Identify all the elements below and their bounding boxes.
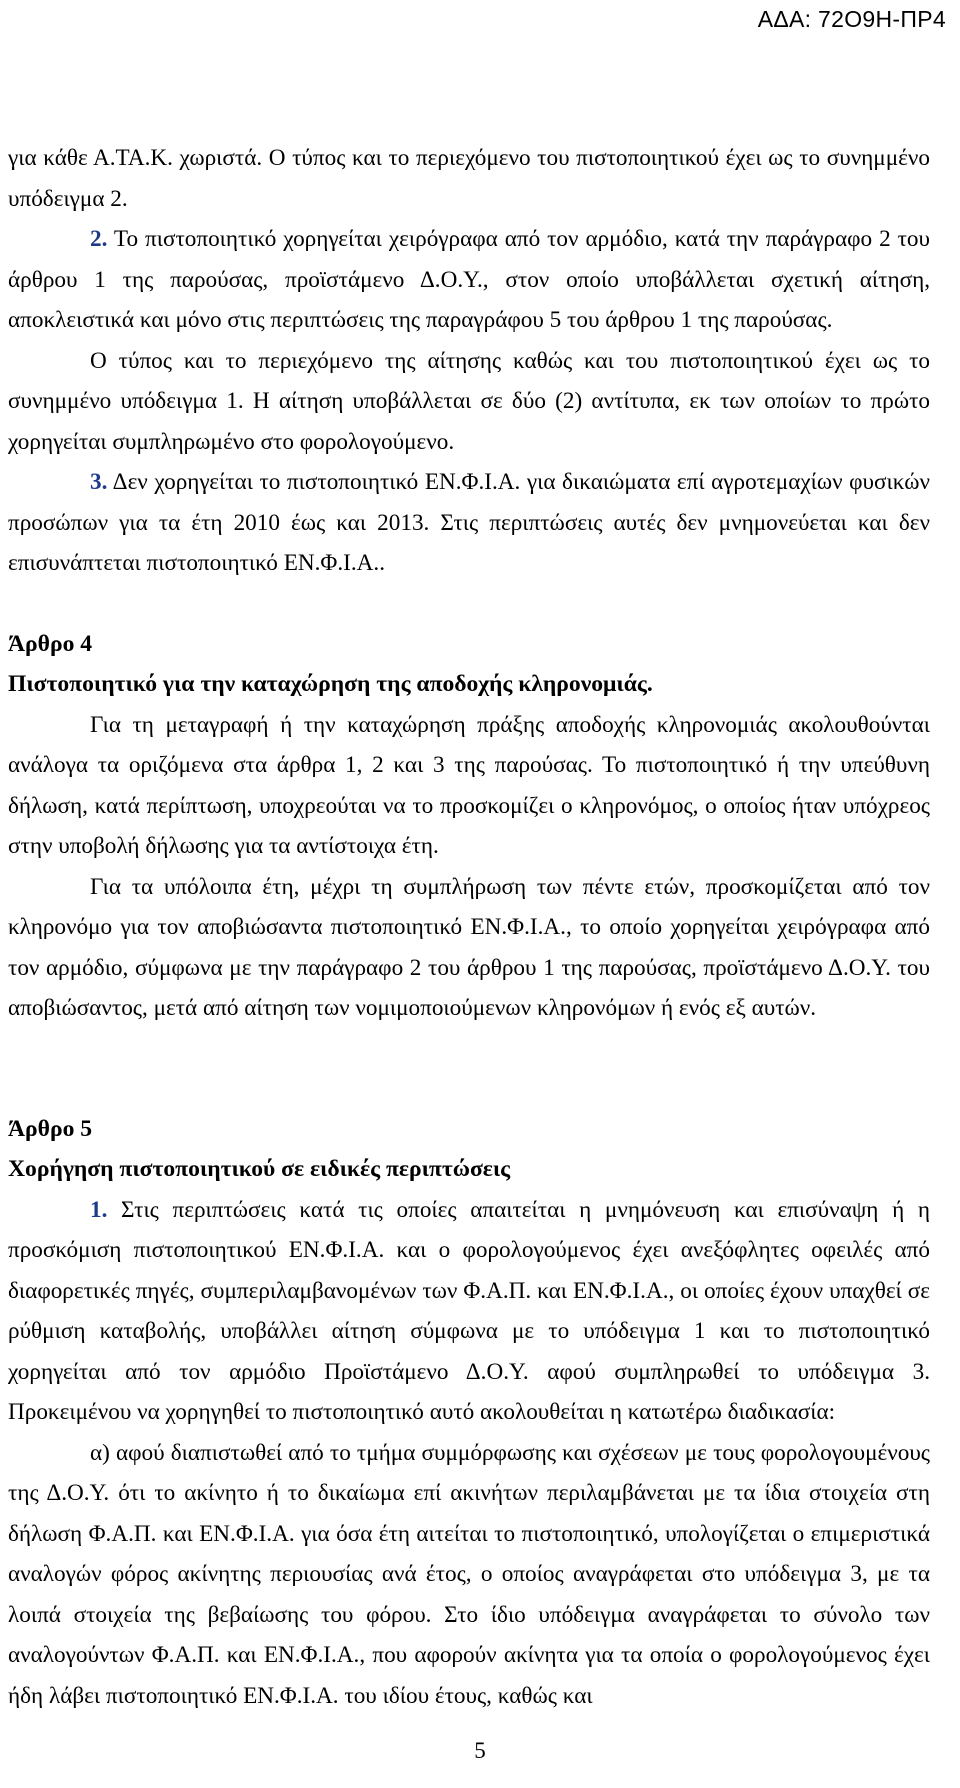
paragraph	[8, 1190, 930, 1433]
paragraph: για κάθε Α.ΤΑ.Κ. χωριστά. Ο τύπος και το περιεχόμενο του πιστοποιητικού έχει ως το συνημμένο υπόδειγμα 2.	[8, 145, 930, 212]
article-heading: Άρθρο 4	[8, 630, 93, 657]
page-number: 5	[474, 1738, 486, 1763]
paragraph-text: Δεν χορηγείται το πιστοποιητικό ΕΝ.Φ.Ι.Α. για δικαιώματα επί αγροτεμαχίων φυσικών προσώπων για τα έτη 2010 έως και 2013. Στις περιπτώσεις αυτές δεν μνημονεύεται και δεν επισυνάπτεται πιστοποιητικό ΕΝ.Φ.Ι.Α..	[8, 469, 930, 576]
paragraph-number: 3.	[90, 469, 108, 495]
paragraph: α) αφού διαπιστωθεί από το τμήμα συμμόρφωσης και σχέσεων με τους φορολογουμένους της Δ.Ο.Υ. ότι το ακίνητο ή το δικαίωμα επί ακινήτων περιλαμβάνεται με τα ίδια στοιχεία στη δήλωση Φ.Α.Π. και ΕΝ.Φ.Ι.Α. για όσα έτη αιτείται το πιστοποιητικό, υπολογίζεται ο επιμεριστικά αναλογών φόρος ακίνητης περιουσίας ανά έτος, ο οποίος αναγράφεται στο υπόδειγμα 3, με τα λοιπά στοιχεία της βεβαίωσης του φόρου. Στο ίδιο υπόδειγμα αναγράφεται το σύνολο των αναλογούντων Φ.Α.Π. και ΕΝ.Φ.Ι.Α., που αφορούν ακίνητα για τα οποία ο φορολογούμενος έχει ήδη λάβει πιστοποιητικό ΕΝ.Φ.Ι.Α. του ιδίου έτους, καθώς και	[8, 1439, 930, 1709]
ada-header: ΑΔΑ: 72Ο9Η-ΠΡ4	[757, 6, 946, 32]
paragraph	[8, 219, 930, 341]
article-heading: Άρθρο 5	[8, 1115, 93, 1142]
spacer	[8, 584, 930, 624]
paragraph: Ο τύπος και το περιεχόμενο της αίτησης καθώς και του πιστοποιητικού έχει ως το συνημμένο υπόδειγμα 1. Η αίτηση υποβάλλεται σε δύο (2) αντίτυπα, εκ των οποίων το πρώτο χορηγείται συμπληρωμένο στο φορολογούμενο.	[8, 347, 930, 455]
document-body	[8, 138, 930, 1716]
paragraph-number: 1.	[90, 1196, 108, 1223]
article-title: Πιστοποιητικό για την καταχώρηση της αποδοχής κληρονομιάς.	[8, 671, 653, 697]
article-title: Χορήγηση πιστοποιητικού σε ειδικές περιπτώσεις	[8, 1156, 511, 1182]
paragraph	[8, 462, 930, 584]
paragraph: Για τα υπόλοιπα έτη, μέχρι τη συμπλήρωση των πέντε ετών, προσκομίζεται από τον κληρονόμο για τον αποβιώσαντα πιστοποιητικό ΕΝ.Φ.Ι.Α., το οποίο χορηγείται χειρόγραφα από τον αρμόδιο, σύμφωνα με την παράγραφο 2 του άρθρου 1 της παρούσας, προϊστάμενο Δ.Ο.Υ. του αποβιώσαντος, μετά από αίτηση των νομιμοποιούμενων κληρονόμων ή ενός εξ αυτών.	[8, 873, 930, 1021]
paragraph-text: Το πιστοποιητικό χορηγείται χειρόγραφα από τον αρμόδιο, κατά την παράγραφο 2 του άρθρου 1 της παρούσας, προϊστάμενο Δ.Ο.Υ., στον οποίο υποβάλλεται σχετική αίτηση, αποκλειστικά και μόνο στις περιπτώσεις της παραγράφου 5 του άρθρου 1 της παρούσας.	[8, 226, 930, 333]
paragraph: Για τη μεταγραφή ή την καταχώρηση πράξης αποδοχής κληρονομιάς ακολουθούνται ανάλογα τα οριζόμενα στα άρθρα 1, 2 και 3 της παρούσας. Το πιστοποιητικό ή την υπεύθυνη δήλωση, κατά περίπτωση, υποχρεούται να το προσκομίζει ο κληρονόμος, ο οποίος ήταν υπόχρεος στην υποβολή δήλωσης για τα αντίστοιχα έτη.	[8, 711, 930, 859]
paragraph-number: 2.	[90, 226, 108, 252]
paragraph-text: Στις περιπτώσεις κατά τις οποίες απαιτείται η μνημόνευση και επισύναψη ή η προσκόμιση πιστοποιητικού ΕΝ.Φ.Ι.Α. και ο φορολογούμενος έχει ανεξόφλητες οφειλές από διαφορετικές πηγές, συμπεριλαμβανομένων των Φ.Α.Π. και ΕΝ.Φ.Ι.Α., οι οποίες έχουν υπαχθεί σε ρύθμιση καταβολής, υποβάλλει αίτηση σύμφωνα με το υπόδειγμα 1 και το πιστοποιητικό χορηγείται από τον αρμόδιο Προϊστάμενο Δ.Ο.Υ. αφού συμπληρωθεί το υπόδειγμα 3. Προκειμένου να χορηγηθεί το πιστοποιητικό αυτό ακολουθείται η κατωτέρω διαδικασία:	[8, 1196, 930, 1425]
spacer	[8, 1029, 930, 1109]
